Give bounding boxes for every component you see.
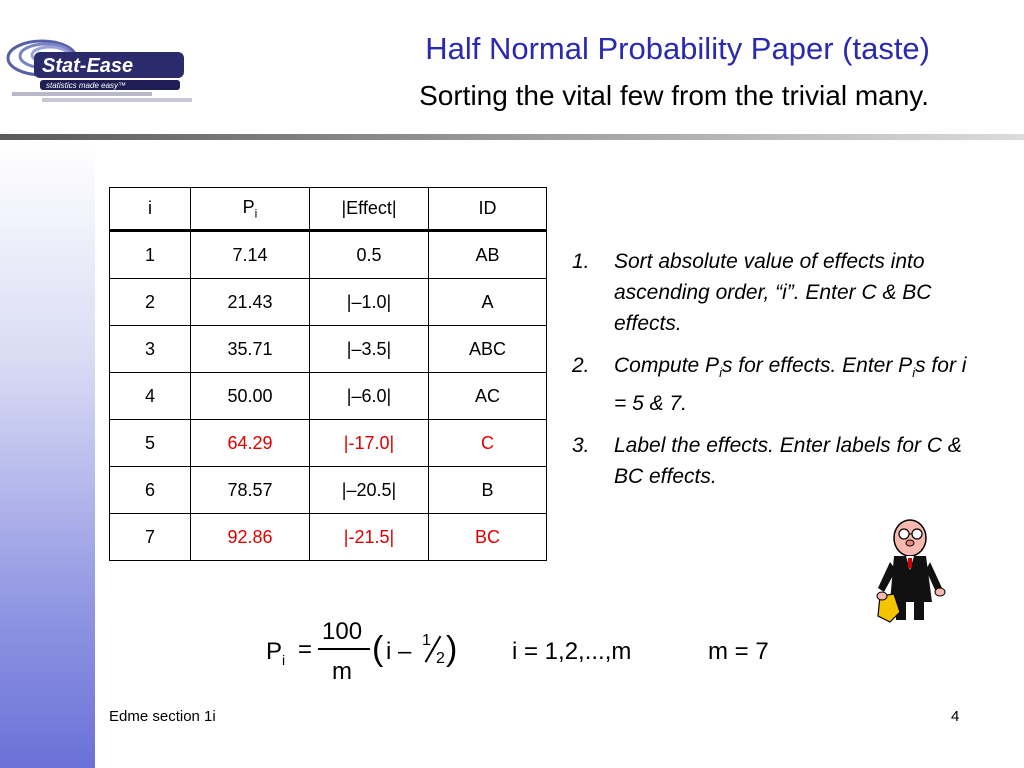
professor-clipart-icon — [874, 512, 954, 632]
half-denominator: 2 — [436, 650, 445, 667]
table-row — [110, 467, 547, 514]
cell-effect: |–20.5| — [310, 467, 429, 514]
half-numerator: 1 — [422, 632, 431, 649]
formula-inner: i – — [386, 638, 412, 665]
cell-p-highlight: 92.86 — [191, 514, 310, 561]
cell-effect-highlight: |-21.5| — [310, 514, 429, 561]
instruction-item — [572, 350, 972, 419]
cell-p-highlight: 64.29 — [191, 420, 310, 467]
instruction-text: Label the effects. Enter labels for C & BC effects. — [614, 434, 962, 489]
cell-effect: |–6.0| — [310, 373, 429, 420]
cell-p: 78.57 — [191, 467, 310, 514]
header-id: ID — [429, 188, 547, 231]
cell-id: AB — [429, 231, 547, 279]
cell-p: 7.14 — [191, 231, 310, 279]
formula-equals: = — [298, 636, 313, 663]
instruction-text: Compute $P_is$ for effects. Enter $P_is$ for i = 5 & 7. — [614, 354, 967, 416]
paren-open: ( — [372, 630, 384, 668]
instruction-number: 2. — [572, 354, 590, 377]
table-row — [110, 373, 547, 420]
table-header-row — [110, 188, 547, 231]
cell-i: 2 — [110, 279, 191, 326]
formula-lhs-subscript: i — [282, 652, 286, 668]
cell-effect-highlight: |-17.0| — [310, 420, 429, 467]
table-row — [110, 514, 547, 561]
cell-i: 6 — [110, 467, 191, 514]
instruction-number: 3. — [572, 434, 590, 458]
table-row — [110, 231, 547, 279]
cell-p: 50.00 — [191, 373, 310, 420]
slide-subtitle: Sorting the vital few from the trivial many. — [419, 80, 929, 111]
cell-id: B — [429, 467, 547, 514]
cell-i: 3 — [110, 326, 191, 373]
instruction-list — [572, 246, 972, 503]
cell-id: AC — [429, 373, 547, 420]
probability-formula — [262, 614, 782, 694]
instruction-number: 1. — [572, 250, 590, 273]
header-p: $P_i$ — [191, 188, 310, 231]
formula-m-value: m = 7 — [708, 638, 769, 665]
cell-p: 35.71 — [191, 326, 310, 373]
instruction-item — [572, 246, 972, 339]
fraction-bar — [318, 648, 370, 650]
paren-close: ) — [446, 630, 458, 668]
header-effect: |Effect| — [310, 188, 429, 231]
svg-text:statistics made easy™: statistics made easy™ — [46, 81, 127, 90]
formula-range: i = 1,2,...,m — [512, 638, 632, 665]
header-i: i — [110, 188, 191, 231]
instruction-item — [572, 430, 972, 492]
effects-table — [109, 187, 547, 561]
instruction-text: Sort absolute value of effects into ascending order, “i”. Enter C & BC effects. — [614, 250, 932, 335]
cell-i: 7 — [110, 514, 191, 561]
cell-id-highlight: BC — [429, 514, 547, 561]
cell-id-highlight: C — [429, 420, 547, 467]
cell-i: 4 — [110, 373, 191, 420]
cell-effect: |–3.5| — [310, 326, 429, 373]
header-rule — [0, 134, 1024, 140]
footer-section-label: Edme section 1i — [109, 708, 216, 725]
formula-lhs: P — [266, 638, 283, 665]
formula-numerator: 100 — [322, 618, 363, 645]
cell-effect: 0.5 — [310, 231, 429, 279]
page-number: 4 — [951, 708, 960, 725]
cell-i: 1 — [110, 231, 191, 279]
cell-effect: |–1.0| — [310, 279, 429, 326]
cell-id: ABC — [429, 326, 547, 373]
svg-text:Stat-Ease: Stat-Ease — [42, 55, 134, 77]
table-row — [110, 420, 547, 467]
cell-id: A — [429, 279, 547, 326]
cell-p: 21.43 — [191, 279, 310, 326]
table-row — [110, 326, 547, 373]
cell-i: 5 — [110, 420, 191, 467]
stat-ease-logo — [2, 34, 198, 106]
formula-denominator: m — [332, 658, 352, 685]
sidebar-gradient — [0, 143, 95, 768]
slide-title: Half Normal Probability Paper (taste) — [425, 31, 930, 66]
table-row — [110, 279, 547, 326]
